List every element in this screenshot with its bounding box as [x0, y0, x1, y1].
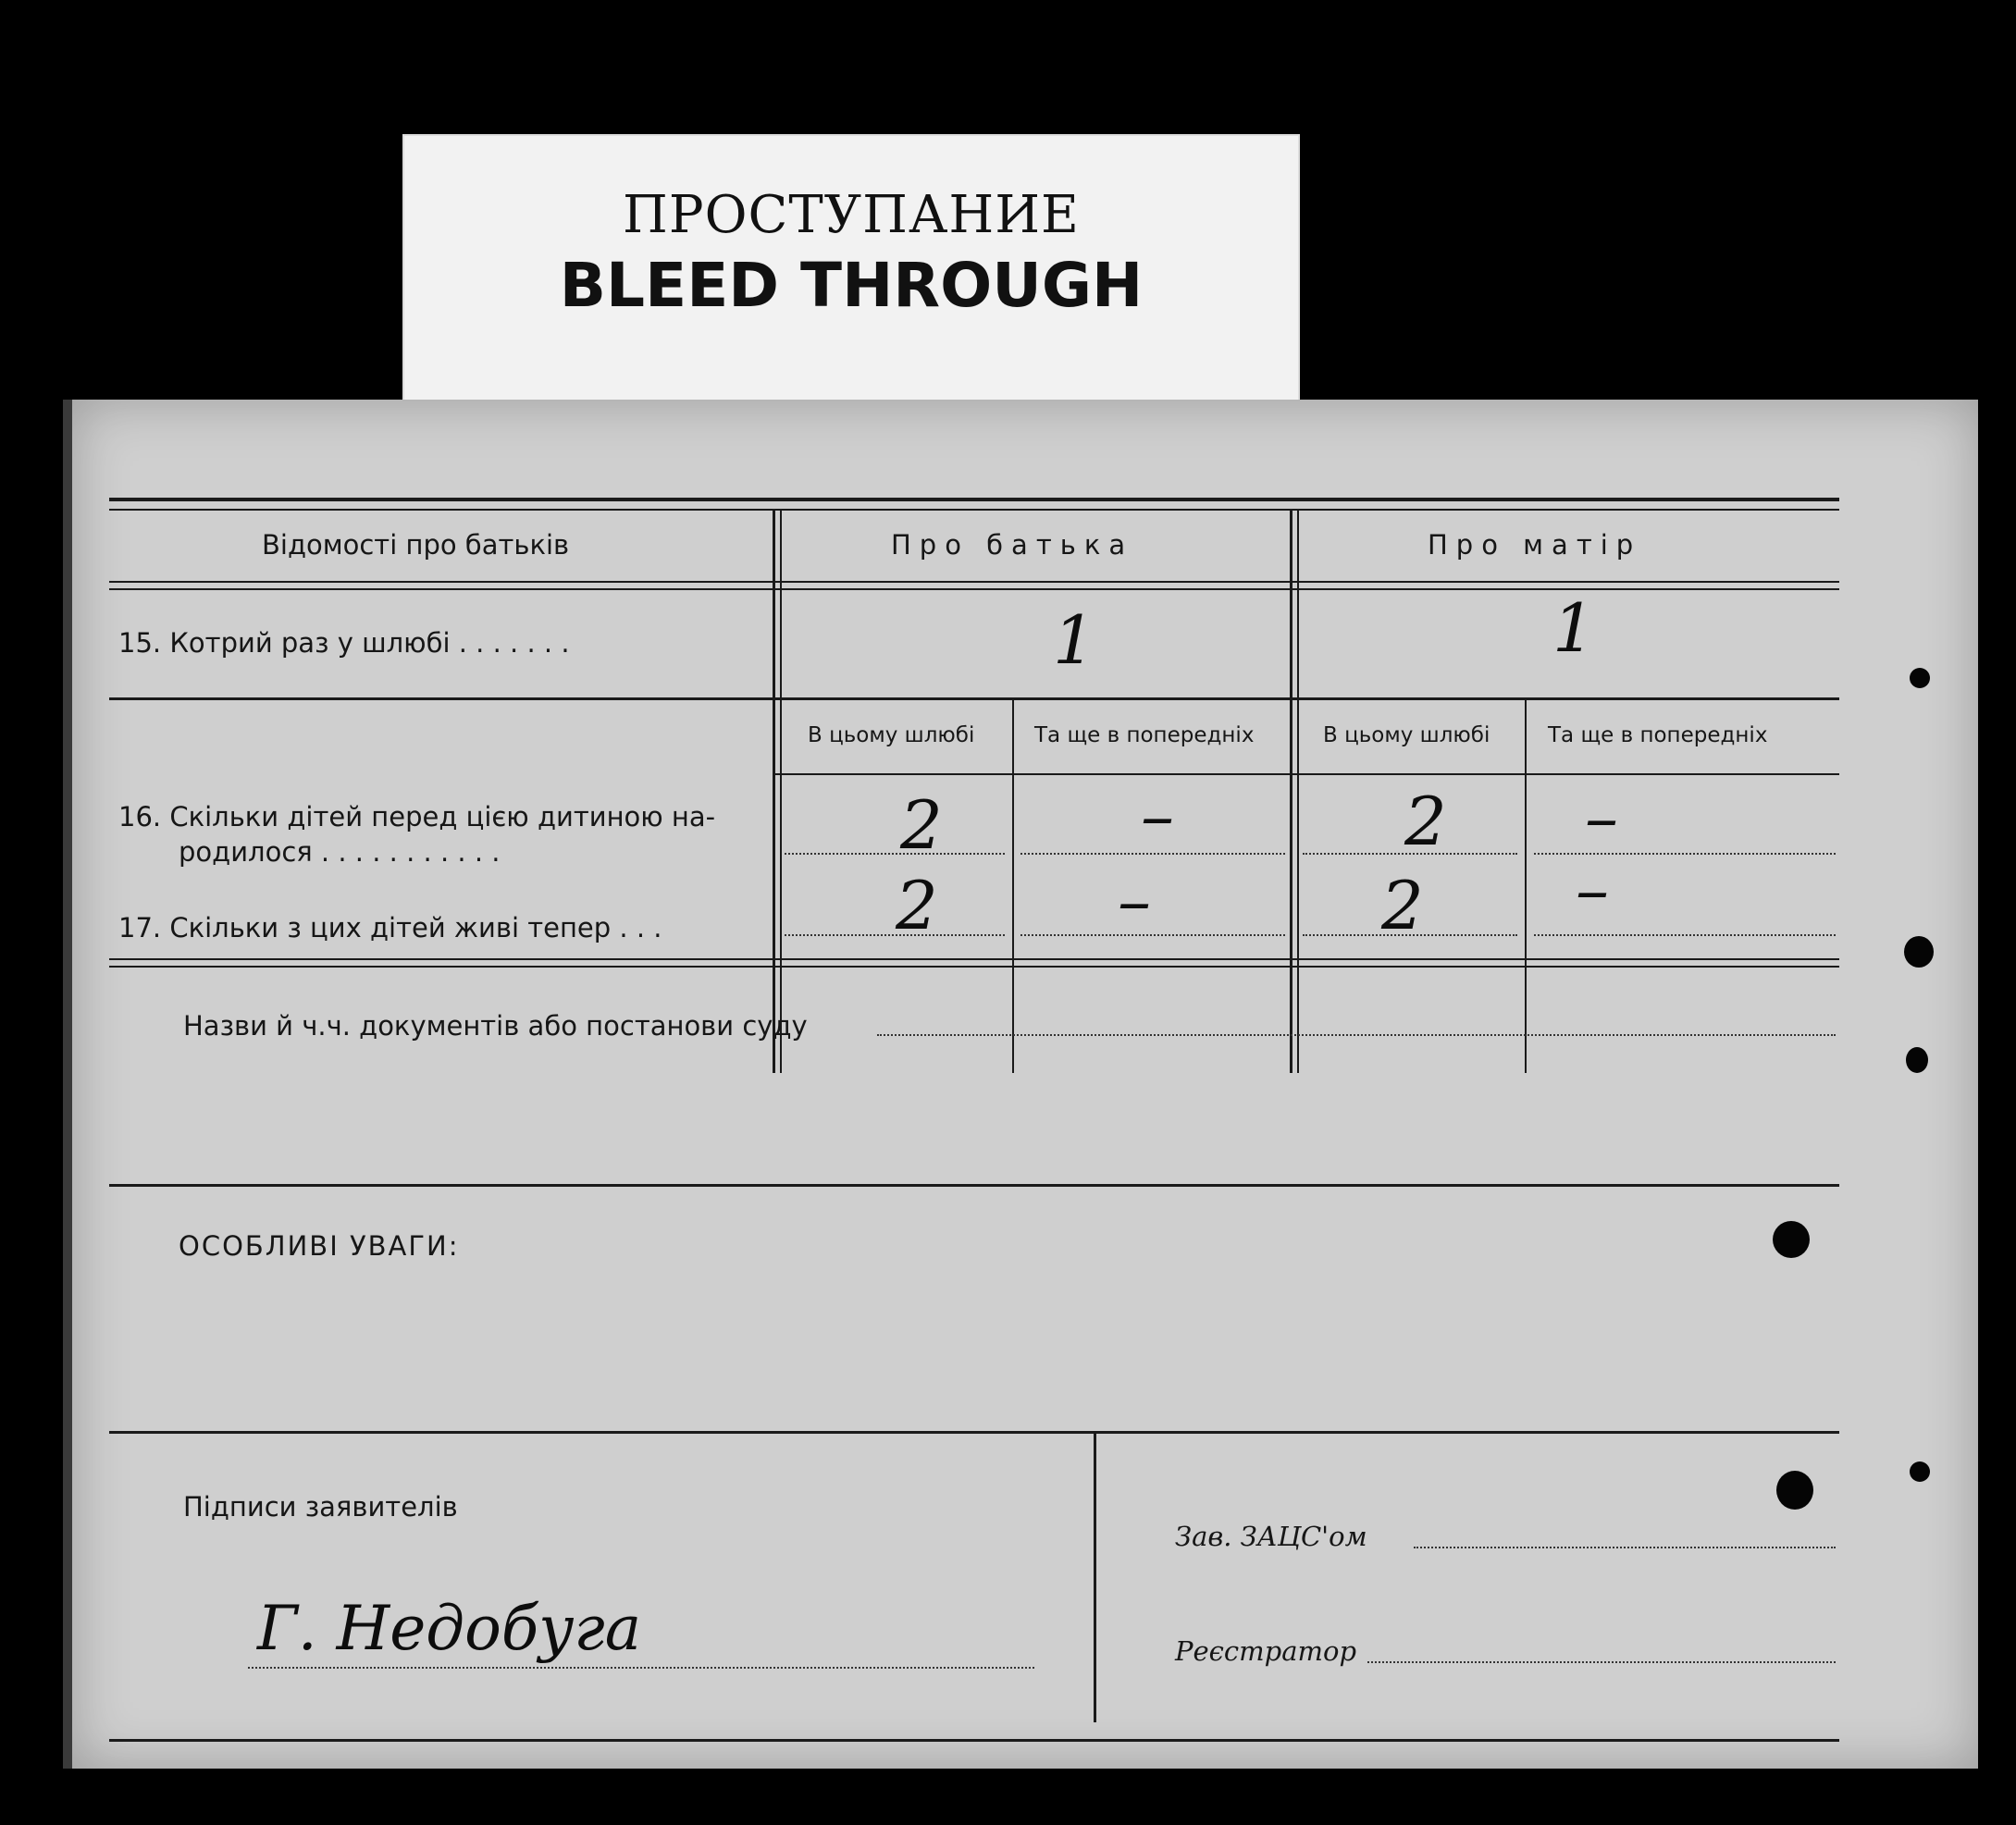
punch-hole — [1776, 1471, 1813, 1510]
col-divider-1 — [773, 509, 775, 1073]
bottom-rule — [109, 1739, 1839, 1742]
row17-dotline-2 — [1020, 934, 1285, 936]
punch-hole — [1910, 668, 1930, 688]
record-form-sheet — [63, 400, 1978, 1769]
bleed-through-tag — [402, 134, 1300, 412]
sub-divider-mother — [1525, 700, 1527, 1073]
signature-divider — [1094, 1434, 1096, 1722]
header-about-father: Про батька — [891, 529, 1134, 561]
row17-mother-prev: – — [1576, 851, 1609, 929]
applicant-signature: Г. Недобуга — [257, 1593, 642, 1664]
top-rule — [109, 498, 1839, 501]
row17-mother-this: 2 — [1381, 867, 1424, 944]
row16-dotline-3 — [1303, 853, 1517, 855]
signatures-label: Підписи заявителів — [183, 1491, 458, 1523]
sub-mother-this-marriage: В цьому шлюбі — [1323, 723, 1490, 747]
row17-dotline-1 — [785, 934, 1005, 936]
row16-father-this: 2 — [900, 786, 943, 864]
punch-hole — [1773, 1221, 1810, 1258]
row17-label: 17. Скільки з цих дітей живі тепер . . . — [118, 912, 662, 943]
row16-mother-prev: – — [1585, 779, 1618, 857]
table-bottom-rule-2 — [109, 966, 1839, 968]
header-parents-info: Відомості про батьків — [262, 529, 570, 561]
tag-english-text: BLEED THROUGH — [559, 250, 1144, 321]
punch-hole — [1910, 1461, 1930, 1482]
punch-hole — [1904, 936, 1934, 968]
row17-dotline-4 — [1534, 934, 1836, 936]
row16-dotline-2 — [1020, 853, 1285, 855]
row15-rule — [109, 697, 1839, 700]
row16-label-line1: 16. Скільки дітей перед цією дитиною на- — [118, 801, 716, 832]
registrar-label: Реєстратор — [1175, 1635, 1357, 1667]
row17-father-this: 2 — [896, 867, 938, 944]
row17-dotline-3 — [1303, 934, 1517, 936]
table-bottom-rule — [109, 958, 1839, 960]
row16-father-prev: – — [1141, 777, 1174, 855]
row17-father-prev: – — [1118, 862, 1151, 940]
col-divider-2 — [1290, 509, 1292, 1073]
row16-mother-this: 2 — [1404, 783, 1447, 860]
row15-mother-value: 1 — [1552, 589, 1595, 667]
documents-dotline — [877, 1034, 1836, 1036]
section-rule — [109, 1184, 1839, 1187]
row15-father-value: 1 — [1053, 601, 1095, 679]
head-of-registry-dotline — [1414, 1547, 1836, 1548]
head-of-registry-label: Зав. ЗАЦС'ом — [1175, 1521, 1367, 1552]
subheader-rule — [775, 773, 1839, 775]
remarks-label: ОСОБЛИВІ УВАГИ: — [179, 1230, 460, 1262]
col-divider-1b — [780, 509, 782, 1073]
sub-father-this-marriage: В цьому шлюбі — [808, 723, 975, 747]
tag-russian-text: ПРОСТУПАНИЕ — [623, 185, 1080, 245]
signature-dotline — [248, 1667, 1034, 1669]
sub-mother-previous: Та ще в попередніх — [1548, 723, 1768, 747]
sub-divider-father — [1012, 700, 1014, 1073]
row16-dotline-1 — [785, 853, 1005, 855]
header-rule — [109, 581, 1839, 583]
top-rule-thin — [109, 509, 1839, 511]
col-divider-2b — [1297, 509, 1299, 1073]
row16-label-line2: родилося . . . . . . . . . . . — [179, 836, 501, 868]
signature-section-rule — [109, 1431, 1839, 1434]
row15-label: 15. Котрий раз у шлюбі . . . . . . . — [118, 627, 570, 659]
registrar-dotline — [1367, 1661, 1836, 1663]
documents-label: Назви й ч.ч. документів або постанови суду — [183, 1010, 808, 1042]
sub-father-previous: Та ще в попередніх — [1034, 723, 1255, 747]
punch-hole — [1906, 1047, 1928, 1073]
header-about-mother: Про матір — [1428, 529, 1642, 561]
